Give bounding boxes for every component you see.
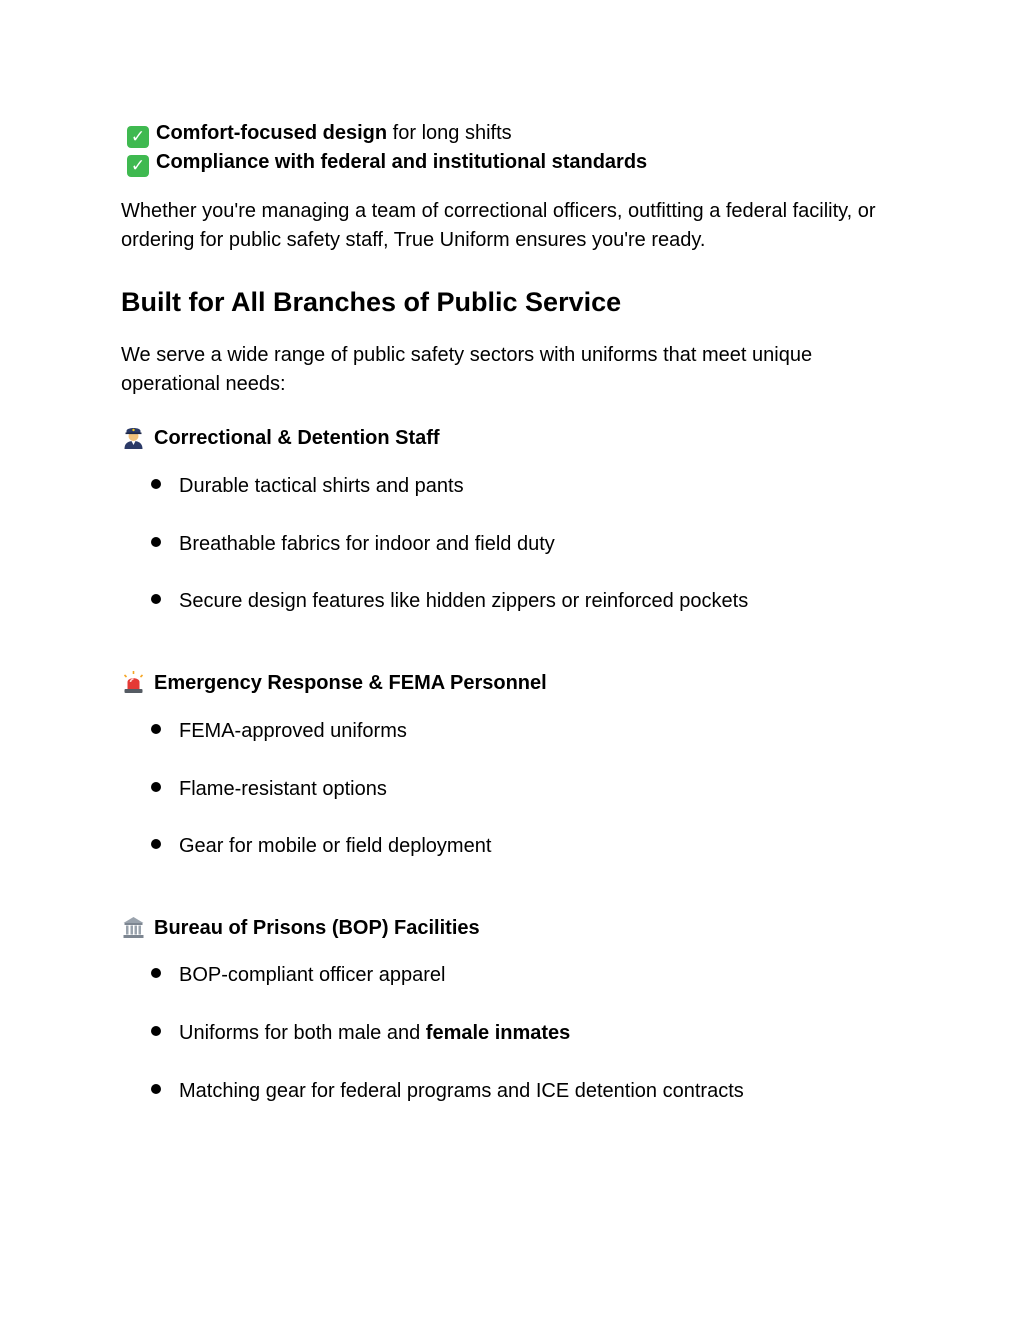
list-item: FEMA-approved uniforms bbox=[151, 719, 407, 743]
bullet-icon bbox=[151, 782, 161, 792]
section-heading: Built for All Branches of Public Service bbox=[121, 287, 622, 317]
section-paragraph: We serve a wide range of public safety sectors with uniforms that meet unique operational needs: bbox=[121, 344, 813, 395]
list-item: Secure design features like hidden zippers or reinforced pockets bbox=[151, 589, 748, 613]
subsection-heading: Bureau of Prisons (BOP) Facilities bbox=[121, 915, 480, 940]
bullet-icon bbox=[151, 1026, 161, 1036]
intro-paragraph: Whether you're managing a team of correctional officers, outfitting a federal facility, or ordering for public safety staff, True Uniform ensures you're ready. bbox=[121, 200, 876, 251]
list-item: Durable tactical shirts and pants bbox=[151, 474, 464, 498]
bullet-icon bbox=[151, 968, 161, 978]
bullet-icon bbox=[151, 594, 161, 604]
bullet-icon bbox=[151, 537, 161, 547]
check-mark-icon: ✓ bbox=[127, 126, 149, 148]
list-item: Uniforms for both male and female inmates bbox=[151, 1021, 570, 1045]
subsection-heading: Correctional & Detention Staff bbox=[121, 425, 440, 450]
checklist-item: ✓ Comfort-focused design for long shifts bbox=[127, 121, 512, 148]
rotating-light-icon bbox=[121, 670, 146, 694]
list-item: Flame-resistant options bbox=[151, 777, 387, 801]
checklist-item: ✓ Compliance with federal and institutional standards bbox=[127, 150, 647, 177]
list-item: Breathable fabrics for indoor and field duty bbox=[151, 532, 555, 556]
list-item: BOP-compliant officer apparel bbox=[151, 963, 445, 987]
bullet-icon bbox=[151, 479, 161, 489]
list-item: Gear for mobile or field deployment bbox=[151, 834, 491, 858]
bullet-icon bbox=[151, 724, 161, 734]
check-mark-icon: ✓ bbox=[127, 155, 149, 177]
bullet-icon bbox=[151, 839, 161, 849]
subsection-heading: Emergency Response & FEMA Personnel bbox=[121, 670, 547, 695]
bullet-icon bbox=[151, 1084, 161, 1094]
classical-building-icon bbox=[121, 915, 146, 939]
list-item: Matching gear for federal programs and ICE detention contracts bbox=[151, 1079, 744, 1103]
police-officer-icon bbox=[121, 425, 146, 449]
